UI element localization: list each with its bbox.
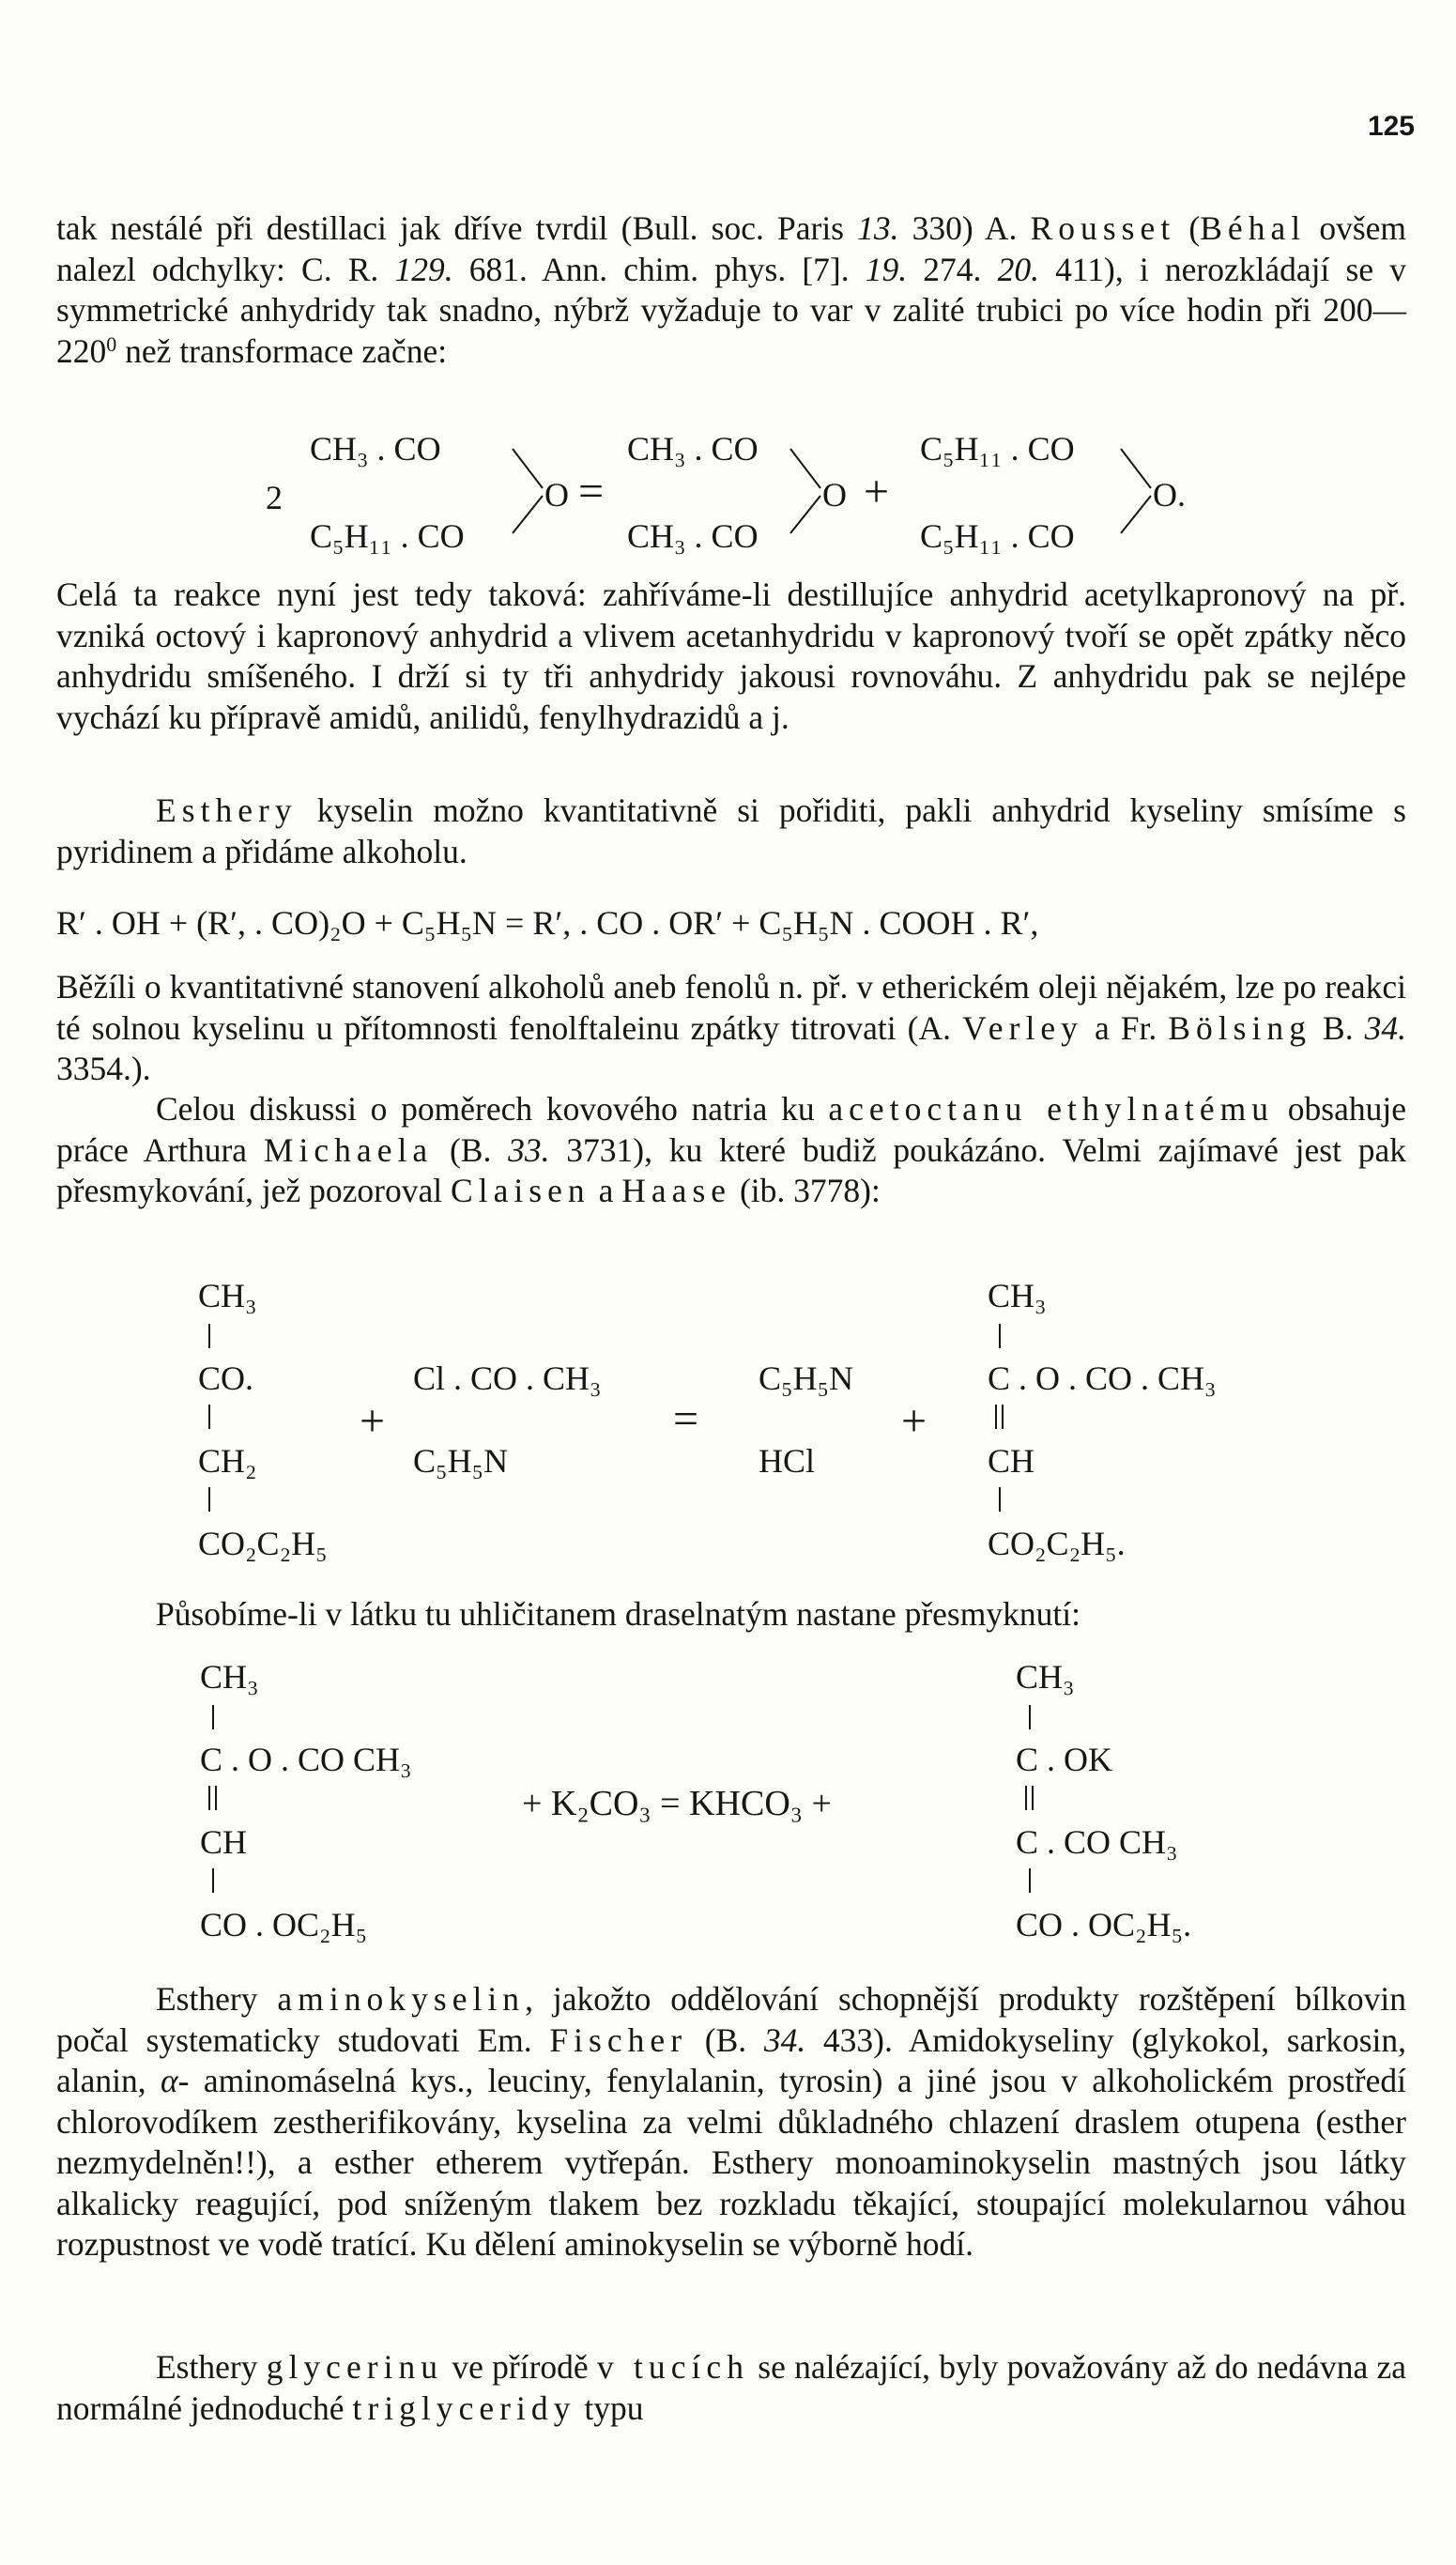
eq1-c-top: C₅H₁₁ . CO (920, 430, 1075, 468)
eq3-right-4: CO₂C₂H₅. (988, 1525, 1126, 1562)
eq3-reagent-bottom: C₅H₅N (413, 1442, 509, 1480)
eq4-middle: + K₂CO₃ = KHCO₃ + (522, 1784, 832, 1823)
eq1-b-oxygen: O (822, 476, 847, 514)
eq1-b-bracket (790, 449, 822, 535)
eq1-a-top: CH₃ . CO (310, 430, 441, 468)
eq3-left-2: CO. (198, 1359, 254, 1397)
paragraph-2: Celá ta reakce nyní jest tedy taková: zahříváme-li destillujíce anhydrid acetylkapronový na př. vzniká octový i kapronový anhydrid a vlivem acetanhydridu v kapronový tvoří se opět zpátky něco anhydridu smíšeného. I drží si ty tři anhydridy jakousi rovnováhu. Z anhydridu pak se nejlépe vychází ku přípravě amidů, anilidů, fenylhydrazidů a j. (56, 576, 1406, 736)
page-number: 125 (1367, 111, 1415, 142)
eq1-b-top: CH₃ . CO (627, 430, 759, 468)
eq1-b-bottom: CH₃ . CO (627, 517, 759, 555)
eq3-salt-top: C₅H₅N (759, 1359, 854, 1397)
paragraph-1: tak nestálé při destillaci jak dříve tvrdil (Bull. soc. Paris 13. 330) A. Rousset (Béhal ovšem nalezl odchylky: C. R. 129. 681. Ann. chim. phys. [7]. 19. 274. 20. 411), i nerozkládají se v symmetrické anhydridy tak snadno, nýbrž vyžaduje to var v zalité trubici po více hodin při $200—220^0$ než transformace začne: (56, 209, 1407, 370)
eq3-plus-2: + (901, 1396, 927, 1446)
paragraph-5: Celou diskussi o poměrech kovového natria ku acetoctanu ethylnatému obsahuje práce Arthura Michaela (B. 33. 3731), ku které budiž poukázáno. Velmi zajímavé jest pak přesmykování, jež pozoroval Claisen a Haase (ib. 3778): (56, 1090, 1406, 1209)
eq3-left-1: CH₃ (198, 1277, 257, 1314)
paragraph-6: Působíme-li v látku tu uhličitanem draselnatým nastane přesmyknutí: (156, 1595, 1081, 1633)
eq4-right-3: C . CO CH₃ (1016, 1823, 1178, 1861)
equation-pyridine-esterification: R′ . OH + (R′, . CO)₂O + C₅H₅N = R′, . CO . OR′ + C₅H₅N . COOH . R′, (56, 904, 1039, 942)
eq4-right-2: C . OK (1016, 1741, 1113, 1778)
eq1-equals: = (578, 467, 605, 516)
eq4-left-4: CO . OC₂H₅ (200, 1906, 368, 1943)
eq1-coefficient: 2 (266, 479, 283, 516)
eq4-right-4: CO . OC₂H₅. (1016, 1906, 1192, 1943)
eq1-c-bracket (1121, 449, 1153, 535)
eq1-c-bottom: C₅H₁₁ . CO (920, 517, 1075, 555)
eq4-left-1: CH₃ (200, 1658, 259, 1696)
eq3-reagent-top: Cl . CO . CH₃ (413, 1359, 602, 1397)
eq3-right-1: CH₃ (988, 1277, 1047, 1314)
paragraph-3: Esthery kyselin možno kvantitativně si pořiditi, pakli anhydrid kyseliny smísíme s pyridinem a přidáme alkoholu. (56, 791, 1406, 870)
eq1-plus: + (864, 467, 890, 516)
paragraph-8: Esthery glycerinu ve přírodě v tucích se nalézající, byly považovány až do nedávna za normálné jednoduché triglyceridy typu (56, 2348, 1406, 2427)
eq1-a-oxygen: O (544, 476, 569, 514)
eq1-a-bottom: C₅H₁₁ . CO (310, 517, 465, 555)
eq4-left-3: CH (200, 1823, 248, 1861)
eq3-plus-1: + (360, 1396, 386, 1446)
eq4-right-1: CH₃ (1016, 1658, 1075, 1696)
paragraph-7: Esthery aminokyselin, jakožto oddělování schopnější produkty rozštěpení bílkovin počal systematicky studovati Em. Fischer (B. 34. 433). Amidokyseliny (glykokol, sarkosin, alanin, α- aminomáselná kys., leuciny, fenylalanin, tyrosin) a jiné jsou v alkoholickém prostředí chlorovodíkem zestherifikovány, kyselina za velmi důkladného chlazení draslem otupena (esther nezmydelněn!!), a esther etherem vytřepán. Esthery monoaminokyselin mastných jsou látky alkalicky reagující, pod sníženým tlakem bez rozkladu těkající, stoupající molekularnou váhou rozpustnost ve vodě tratící. Ku dělení aminokyselin se výborně hodí. (56, 1980, 1407, 2263)
eq3-right-2: C . O . CO . CH₃ (988, 1359, 1217, 1397)
eq3-left-4: CO₂C₂H₅ (198, 1525, 328, 1562)
paragraph-4: Běžíli o kvantitativné stanovení alkoholů aneb fenolů n. př. v etherickém oleji nějakém, lze po reakci té solnou kyselinu u přítomnosti fenolftaleinu zpátky titrovati (A. Verley a Fr. Bölsing B. 34. 3354.). (56, 968, 1406, 1087)
eq3-left-3: CH₂ (198, 1442, 257, 1480)
eq3-right-3: CH (988, 1442, 1035, 1480)
eq1-c-oxygen: O. (1153, 476, 1186, 514)
eq4-left-2: C . O . CO CH₃ (200, 1741, 412, 1778)
eq3-salt-bottom: HCl (759, 1442, 816, 1480)
eq3-equals: = (673, 1394, 699, 1444)
eq1-a-bracket (513, 449, 544, 535)
